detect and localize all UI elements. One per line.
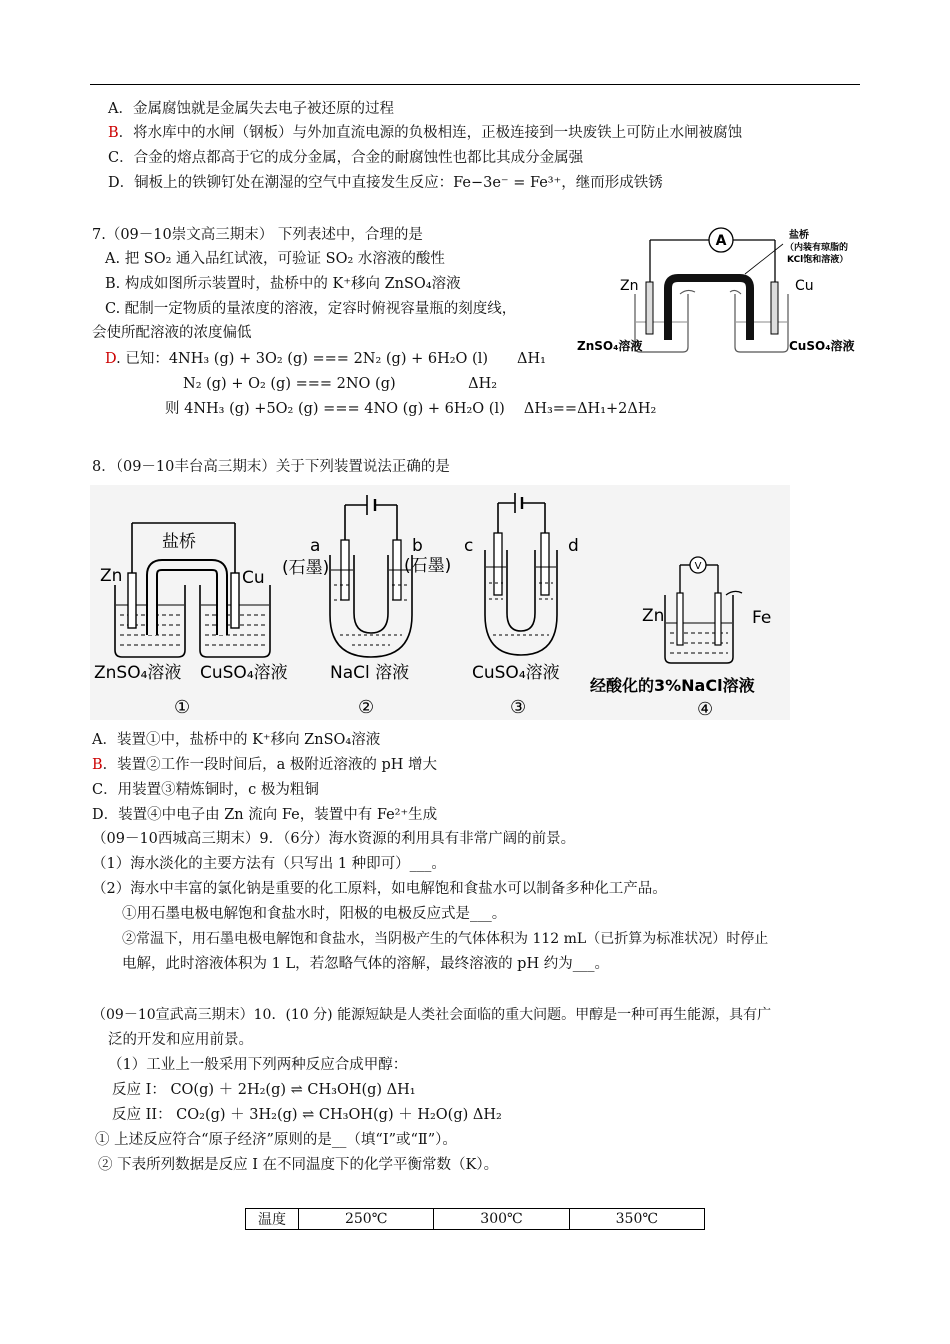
cu-label: Cu <box>242 568 265 588</box>
q6-option-d: D．铜板上的铁铆钉处在潮湿的空气中直接发生反应：Fe−3e⁻ = Fe³⁺，继而形成铁锈 <box>108 175 663 191</box>
electrode-d-label: d <box>568 536 579 556</box>
table-header-cell: 350℃ <box>569 1209 704 1230</box>
reaction-1: 反应 I： CO(g) ＋ 2H₂(g) ⇌ CH₃OH(g) ΔH₁ <box>112 1082 416 1098</box>
q6-option-c: C．合金的熔点都高于它的成分金属，合金的耐腐蚀性也都比其成分金属强 <box>108 150 584 166</box>
q7-galvanic-cell-figure <box>575 222 865 362</box>
zn-label: Zn <box>620 278 639 294</box>
device-number-1: ① <box>174 697 191 718</box>
q8-stem: 8．（09－10丰台高三期末）关于下列装置说法正确的是 <box>92 459 450 475</box>
q7-option-a: A. 把 SO₂ 通入品红试液，可验证 SO₂ 水溶液的酸性 <box>105 251 445 267</box>
equilibrium-constant-table <box>245 1208 705 1230</box>
device-number-2: ② <box>358 697 375 718</box>
ammeter-label: A <box>715 233 727 249</box>
electrode-b-material: (石墨) <box>404 556 452 576</box>
salt-bridge-note-1: （内装有琼脂的 <box>785 243 849 253</box>
q10-stem: （09－10宣武高三期末）10．(10 分) 能源短缺是人类社会面临的重大问题。甲醇是一种可再生能源，具有广 <box>92 1007 772 1023</box>
zn-label: Zn <box>642 606 665 626</box>
table-row <box>246 1209 705 1230</box>
nacl-label: NaCl 溶液 <box>330 663 410 683</box>
salt-bridge-note-2: KCl饱和溶液） <box>787 255 849 265</box>
q7-option-c-cont: 会使所配溶液的浓度偏低 <box>92 325 252 341</box>
q10-part-1: （1）工业上一般采用下列两种反应合成甲醇： <box>108 1057 408 1073</box>
voltmeter-label: V <box>694 561 702 572</box>
cu-label: Cu <box>795 278 814 294</box>
cuso4-label: CuSO₄溶液 <box>472 663 560 683</box>
electrode-c-label: c <box>464 536 474 556</box>
zn-electrode <box>646 282 653 334</box>
q7-equation-2: N₂ (g) + O₂ (g) === 2NO (g) ΔH₂ <box>183 376 498 392</box>
q7-option-b: B. 构成如图所示装置时，盐桥中的 K⁺移向 ZnSO₄溶液 <box>105 276 461 292</box>
q7-option-d: D. 已知：4NH₃ (g) + 3O₂ (g) === 2N₂ (g) + 6H₂O (l) ΔH₁ <box>105 351 546 367</box>
q7-stem: 7.（09－10崇文高三期末） 下列表述中，合理的是 <box>92 227 423 243</box>
q9-part-2: （2）海水中丰富的氯化钠是重要的化工原料，如电解饱和食盐水可以制备多种化工产品。 <box>92 881 667 897</box>
q9-part-2b: ②常温下，用石墨电极电解饱和食盐水，当阴极产生的气体体积为 112 mL（已折算为标准状况）时停止 <box>122 931 769 947</box>
table-header-cell: 250℃ <box>299 1209 434 1230</box>
q6-option-a: A．金属腐蚀就是金属失去电子被还原的过程 <box>108 101 394 117</box>
header-rule <box>90 84 860 85</box>
znso4-label: ZnSO₄溶液 <box>577 339 643 353</box>
answer-key: B <box>108 125 119 141</box>
q9-stem: （09－10西城高三期末）9．（6分）海水资源的利用具有非常广阔的前景。 <box>92 831 576 847</box>
device-number-4: ④ <box>697 699 714 720</box>
q8-apparatus-figure <box>90 485 790 720</box>
electrode-b-label: b <box>412 536 423 556</box>
q8-option-a: A．装置①中，盐桥中的 K⁺移向 ZnSO₄溶液 <box>92 732 381 748</box>
salt-bridge <box>668 278 750 340</box>
q10-stem-cont: 泛的开发和应用前景。 <box>108 1032 253 1048</box>
cuso4-label: CuSO₄溶液 <box>200 663 288 683</box>
table-header-cell: 温度 <box>246 1209 299 1230</box>
salt-bridge-label: 盐桥 <box>162 532 196 552</box>
reaction-2: 反应 II： CO₂(g) ＋ 3H₂(g) ⇌ CH₃OH(g) ＋ H₂O(g) ΔH₂ <box>112 1107 502 1123</box>
device-number-3: ③ <box>510 697 527 718</box>
q8-option-c: C．用装置③精炼铜时，c 极为粗铜 <box>92 782 319 798</box>
zn-label: Zn <box>100 566 123 586</box>
q10-sub-2: ② 下表所列数据是反应 I 在不同温度下的化学平衡常数（K）。 <box>98 1157 499 1173</box>
q10-sub-1: ① 上述反应符合“原子经济”原则的是__（填“I”或“Ⅱ”）。 <box>95 1132 457 1148</box>
q9-part-2b-cont: 电解，此时溶液体积为 1 L，若忽略气体的溶解，最终溶液的 pH 约为___。 <box>122 956 609 972</box>
electrode-a-label: a <box>310 536 321 556</box>
q7-option-c: C. 配制一定物质的量浓度的溶液，定容时俯视容量瓶的刻度线， <box>105 301 517 317</box>
electrode-a-material: (石墨) <box>282 558 330 578</box>
acidified-nacl-label: 经酸化的3%NaCl溶液 <box>590 676 755 695</box>
q9-part-2a: ①用石墨电极电解饱和食盐水时，阳极的电极反应式是___。 <box>122 906 507 922</box>
q8-option-b: B．装置②工作一段时间后，a 极附近溶液的 pH 增大 <box>92 757 438 773</box>
salt-bridge-label: 盐桥 <box>789 230 809 241</box>
cu-electrode <box>771 282 778 334</box>
q6-option-b: B．将水库中的水闸（钢板）与外加直流电源的负极相连，正极连接到一块废铁上可防止水闸被腐蚀 <box>108 125 743 141</box>
q9-part-1: （1）海水淡化的主要方法有（只写出 1 种即可）___。 <box>92 856 446 872</box>
q7-equation-3: 则 4NH₃ (g) +5O₂ (g) === 4NO (g) + 6H₂O (l) ΔH₃==ΔH₁+2ΔH₂ <box>165 401 657 417</box>
fe-label: Fe <box>752 608 772 628</box>
answer-key: B <box>92 757 103 773</box>
table-header-cell: 300℃ <box>434 1209 569 1230</box>
cuso4-label: CuSO₄溶液 <box>789 339 855 353</box>
q8-option-d: D．装置④中电子由 Zn 流向 Fe，装置中有 Fe²⁺生成 <box>92 807 438 823</box>
znso4-label: ZnSO₄溶液 <box>94 663 182 683</box>
answer-key: D <box>105 351 117 367</box>
